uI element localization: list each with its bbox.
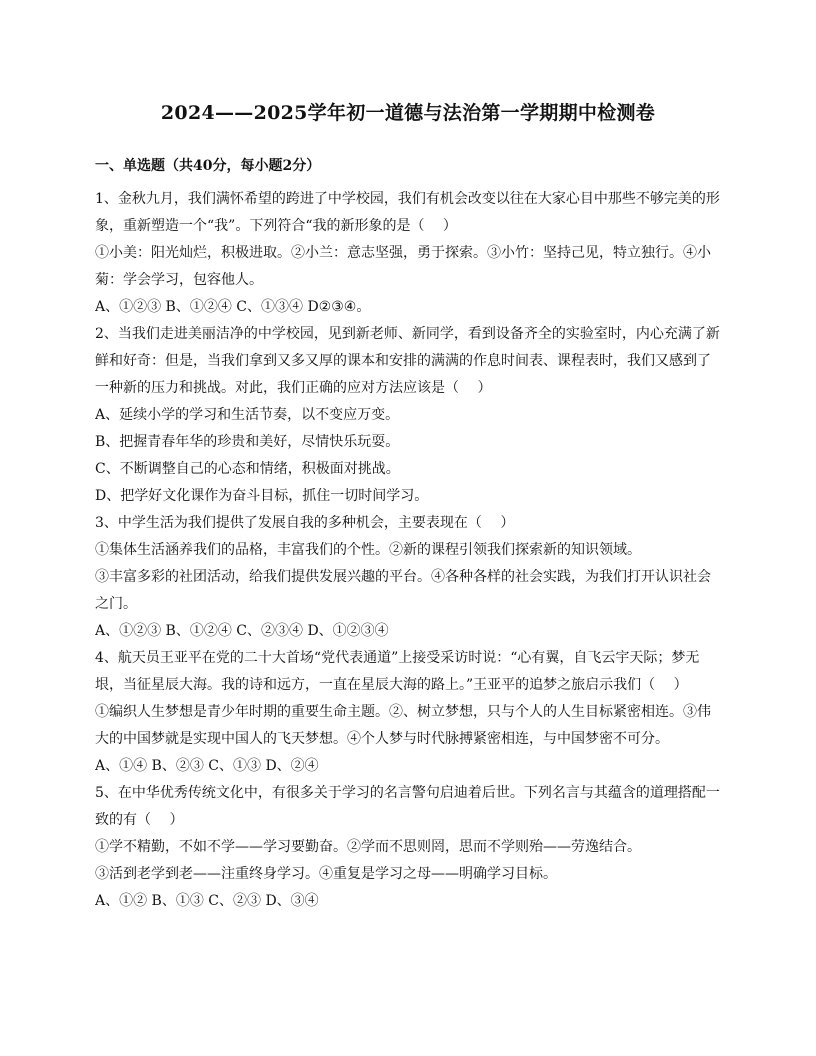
- question-line: 大的中国梦就是实现中国人的飞天梦想。④个人梦与时代脉搏紧密相连，与中国梦密不可分。: [95, 731, 669, 747]
- question-line: 3、中学生活为我们提供了发展自我的多种机会，主要表现在（ ）: [95, 515, 515, 531]
- answer-options: A、①②③ B、①②④ C、①③④ D②③④。: [95, 299, 371, 315]
- question-line: 2、当我们走进美丽洁净的中学校园，见到新老师、新同学，看到设备齐全的实验室时，内心充满了新: [95, 326, 720, 342]
- question-line: 致的有（ ）: [95, 812, 184, 828]
- answer-option: A、延续小学的学习和生活节奏，以不变应万变。: [95, 407, 400, 423]
- question-line: 垠，当征星辰大海。我的诗和远方，一直在星辰大海的路上。”王亚平的追梦之旅启示我们（ ）: [95, 677, 688, 693]
- question-list: [95, 186, 723, 915]
- answer-options: A、①④ B、②③ C、①③ D、②④: [95, 758, 319, 774]
- question-line: ③活到老学到老——注重终身学习。④重复是学习之母——明确学习目标。: [95, 866, 557, 882]
- question-line: ①编织人生梦想是青少年时期的重要生命主题。②、树立梦想，只与个人的人生目标紧密相连。③伟: [95, 704, 711, 720]
- question-1: [95, 186, 723, 321]
- question-5: [95, 780, 723, 915]
- answer-options: A、①② B、①③ C、②③ D、③④: [95, 893, 319, 909]
- question-2: [95, 321, 723, 510]
- question-line: 鲜和好奇：但是，当我们拿到又多又厚的课本和安排的满满的作息时间表、课程表时，我们又感到了: [95, 353, 711, 369]
- question-line: 菊：学会学习，包容他人。: [95, 272, 263, 288]
- answer-option: B、把握青春年华的珍贵和美好，尽情快乐玩耍。: [95, 434, 400, 450]
- answer-options: A、①②③ B、①②④ C、②③④ D、①②③④: [95, 623, 389, 639]
- section-heading: 一、单选题（共40分，每小题2分）: [95, 158, 321, 174]
- question-line: 4、航天员王亚平在党的二十大首场“党代表通道”上接受采访时说：“心有翼，自飞云宇天际；梦无: [95, 650, 700, 666]
- question-line: ①学不精勤，不如不学——学习要勤奋。②学而不思则罔，思而不学则殆——劳逸结合。: [95, 839, 641, 855]
- question-line: 5、在中华优秀传统文化中，有很多关于学习的名言警句启迪着后世。下列名言与其蕴含的道理搭配一: [95, 785, 720, 801]
- question-line: ①集体生活涵养我们的品格，丰富我们的个性。②新的课程引领我们探索新的知识领域。: [95, 542, 641, 558]
- answer-option: D、把学好文化课作为奋斗目标，抓住一切时间学习。: [95, 488, 429, 504]
- question-line: 一种新的压力和挑战。对此，我们正确的应对方法应该是（ ）: [95, 380, 492, 396]
- question-4: [95, 645, 723, 780]
- question-line: 之门。: [95, 596, 137, 612]
- question-line: ③丰富多彩的社团活动，给我们提供发展兴趣的平台。④各种各样的社会实践，为我们打开认识社会: [95, 569, 711, 585]
- answer-option: C、不断调整自己的心态和情绪，积极面对挑战。: [95, 461, 400, 477]
- question-line: 象，重新塑造一个“我”。下列符合“我的新形象的是（ ）: [95, 218, 457, 234]
- page-title: 2024——2025学年初一道德与法治第一学期期中检测卷: [160, 102, 656, 124]
- question-3: [95, 510, 723, 645]
- question-line: ①小美：阳光灿烂，积极进取。②小兰：意志坚强，勇于探索。③小竹：坚持己见，特立独行。④小: [95, 245, 711, 261]
- question-line: 1、金秋九月，我们满怀希望的跨进了中学校园，我们有机会改变以往在大家心目中那些不够完美的形: [95, 191, 720, 207]
